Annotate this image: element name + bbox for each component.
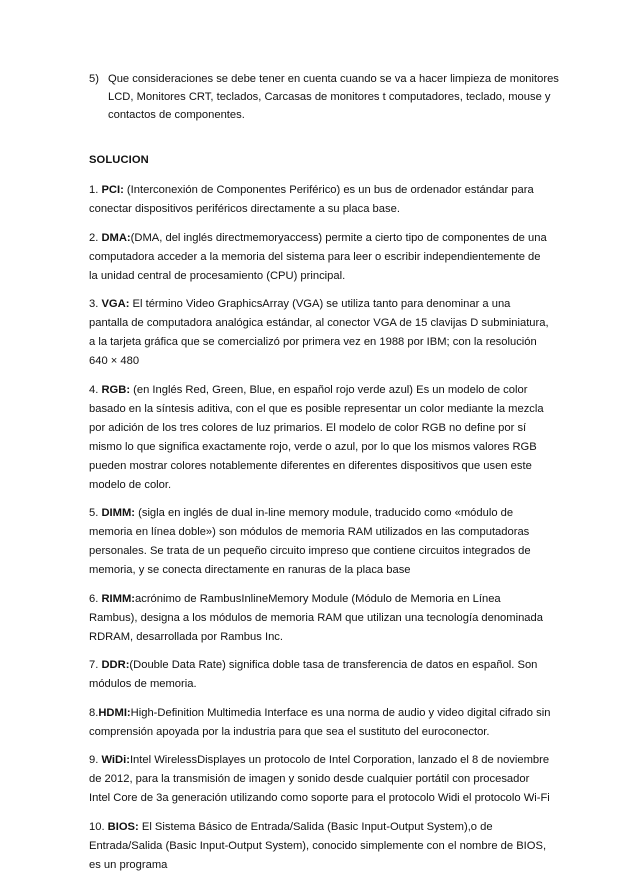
- item-number: 1.: [89, 184, 102, 196]
- item-text: (DMA, del inglés directmemoryaccess) permite a cierto tipo de componentes de una computadora acceder a la memoria del sistema para leer o escribir independientemente de la unidad central de procesamiento (CPU) principal.: [89, 231, 547, 282]
- item-text: acrónimo de RambusInlineMemory Module (Módulo de Memoria en Línea Rambus), designa a los módulos de memoria RAM que utilizan una tecnología denominada RDRAM, desarrollada por Rambus Inc.: [89, 592, 543, 643]
- definition-item-hdmi: [89, 704, 551, 742]
- item-term: BIOS:: [107, 820, 139, 833]
- definition-item-dimm: [89, 504, 551, 580]
- item-term: VGA:: [101, 298, 130, 310]
- item-text: (Interconexión de Componentes Periférico) es un bus de ordenador estándar para conectar dispositivos periféricos directamente a su placa base.: [89, 184, 534, 215]
- definition-item-widi: [89, 751, 551, 808]
- definition-item-pci: [89, 181, 551, 219]
- item-text: El Sistema Básico de Entrada/Salida (Basic Input-Output System),o de Entrada/Salida (Basic Input-Output System), conocido simplemente con el nombre de BIOS, es un programa: [89, 820, 547, 871]
- item-term: RIMM:: [101, 592, 136, 605]
- item-term: WiDi:: [101, 754, 130, 766]
- definition-item-vga: [89, 295, 551, 371]
- definition-item-rgb: [89, 381, 551, 495]
- item-number: 9.: [89, 754, 102, 766]
- item-text: High-Definition Multimedia Interface es una norma de audio y video digital cifrado sin comprensión apoyada por la industria para que sea el sustituto del euroconector.: [89, 706, 551, 738]
- item-number: 4.: [89, 383, 102, 396]
- question-text: Que consideraciones se debe tener en cuenta cuando se va a hacer limpieza de monitores LCD, Monitores CRT, teclados, Carcasas de monitores t computadores, teclado, mouse y contactos de componentes.: [108, 73, 559, 121]
- definition-item-rimm: [89, 590, 551, 647]
- item-term: PCI:: [101, 184, 124, 196]
- item-number: 6.: [89, 592, 102, 605]
- item-number: 5.: [89, 507, 102, 519]
- definition-item-dma: [89, 229, 551, 286]
- solution-heading: SOLUCION: [89, 154, 149, 166]
- definition-item-ddr: [89, 656, 551, 694]
- question-number: 5): [89, 73, 99, 85]
- item-text: El término Video GraphicsArray (VGA) se utiliza tanto para denominar a una pantalla de computadora analógica estándar, al conector VGA de 15 clavijas D subminiatura, a la tarjeta gráfica que se comercializó por primera vez en 1988 por IBM; con la resolución 640 × 480: [89, 298, 549, 367]
- item-term: DDR:: [101, 659, 130, 671]
- item-term: HDMI:: [98, 706, 131, 719]
- item-text: Intel WirelessDisplayes un protocolo de Intel Corporation, lanzado el 8 de noviembre de 2012, para la transmisión de imagen y sonido desde cualquier portátil con procesador Intel Core de 3a generación utilizando como soporte para el protocolo Widi el protocolo Wi-Fi: [89, 754, 550, 804]
- item-number: 2.: [89, 231, 102, 244]
- item-number: 8.: [89, 706, 99, 719]
- question-5: [89, 70, 559, 124]
- item-term: RGB:: [101, 383, 131, 396]
- item-text: (sigla en inglés de dual in-line memory module, traducido como «módulo de memoria en línea doble») son módulos de memoria RAM utilizados en las computadoras personales. Se trata de un pequeño circuito impreso que contiene circuitos integrados de memoria, y se conecta directamente en ranuras de la placa base: [89, 507, 531, 576]
- item-number: 3.: [89, 298, 102, 310]
- item-number: 10.: [89, 820, 108, 833]
- definition-list: [89, 181, 551, 884]
- item-term: DMA:: [101, 231, 131, 244]
- item-number: 7.: [89, 659, 102, 671]
- definition-item-bios: [89, 818, 551, 875]
- item-term: DIMM:: [101, 507, 136, 519]
- item-text: (Double Data Rate) significa doble tasa de transferencia de datos en español. Son módulos de memoria.: [89, 659, 538, 690]
- item-text: (en Inglés Red, Green, Blue, en español rojo verde azul) Es un modelo de color basado en la síntesis aditiva, con el que es posible representar un color mediante la mezcla por adición de los tres colores de luz primarios. El modelo de color RGB no define por sí mismo lo que significa exactamente rojo, verde o azul, por lo que los mismos valores RGB pueden mostrar colores notablemente diferentes en diferentes dispositivos que usen este modelo de color.: [89, 383, 544, 491]
